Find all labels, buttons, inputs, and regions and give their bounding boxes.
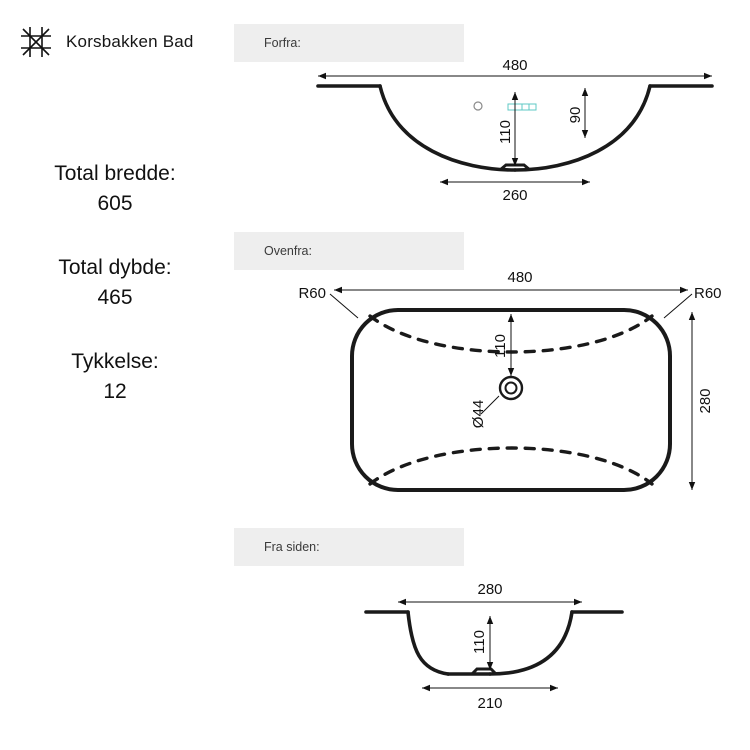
spec-value: 465: [97, 286, 133, 310]
spec-item: [0, 160, 230, 220]
spec-value: 12: [103, 380, 127, 404]
dim-front-bottom-width: 260: [502, 187, 528, 202]
dim-side-depth: 110: [471, 630, 488, 654]
spec-label: Tykkelse:: [71, 349, 159, 373]
spec-item: [0, 254, 230, 314]
spec-value: 605: [97, 192, 133, 216]
spec-item: [0, 348, 230, 408]
caption-side-view: [234, 528, 464, 566]
spec-label: Total bredde:: [54, 162, 176, 185]
top-view-drawing: [292, 256, 742, 516]
brand-name: Korsbakken Bad: [66, 32, 194, 51]
caption-top-view-label: Ovenfra:: [264, 244, 312, 258]
dim-side-top-width: 280: [477, 581, 503, 598]
caption-front-view-label: Forfra:: [264, 36, 301, 50]
dim-radius-right: R60: [694, 285, 722, 302]
side-view-drawing: [360, 570, 680, 730]
dim-front-inner-depth: 110: [497, 120, 514, 144]
dim-radius-left: R60: [298, 285, 326, 302]
hashtag-star-logo-icon: [18, 24, 54, 60]
dim-front-rim-height: 90: [567, 106, 584, 124]
spec-label: Total dybde:: [58, 255, 172, 279]
dim-front-top-width: 480: [502, 57, 528, 74]
spec-list: [0, 160, 230, 442]
dim-top-height: 280: [697, 388, 714, 414]
dim-side-bottom-width: 210: [477, 695, 503, 712]
dim-drain-offset: 110: [492, 334, 509, 358]
caption-side-view-label: Fra siden:: [264, 540, 320, 554]
dim-top-width: 480: [507, 269, 533, 286]
front-view-drawing: [300, 52, 740, 202]
dim-drain-diameter: Ø44: [470, 399, 487, 429]
brand-header: [18, 24, 194, 60]
